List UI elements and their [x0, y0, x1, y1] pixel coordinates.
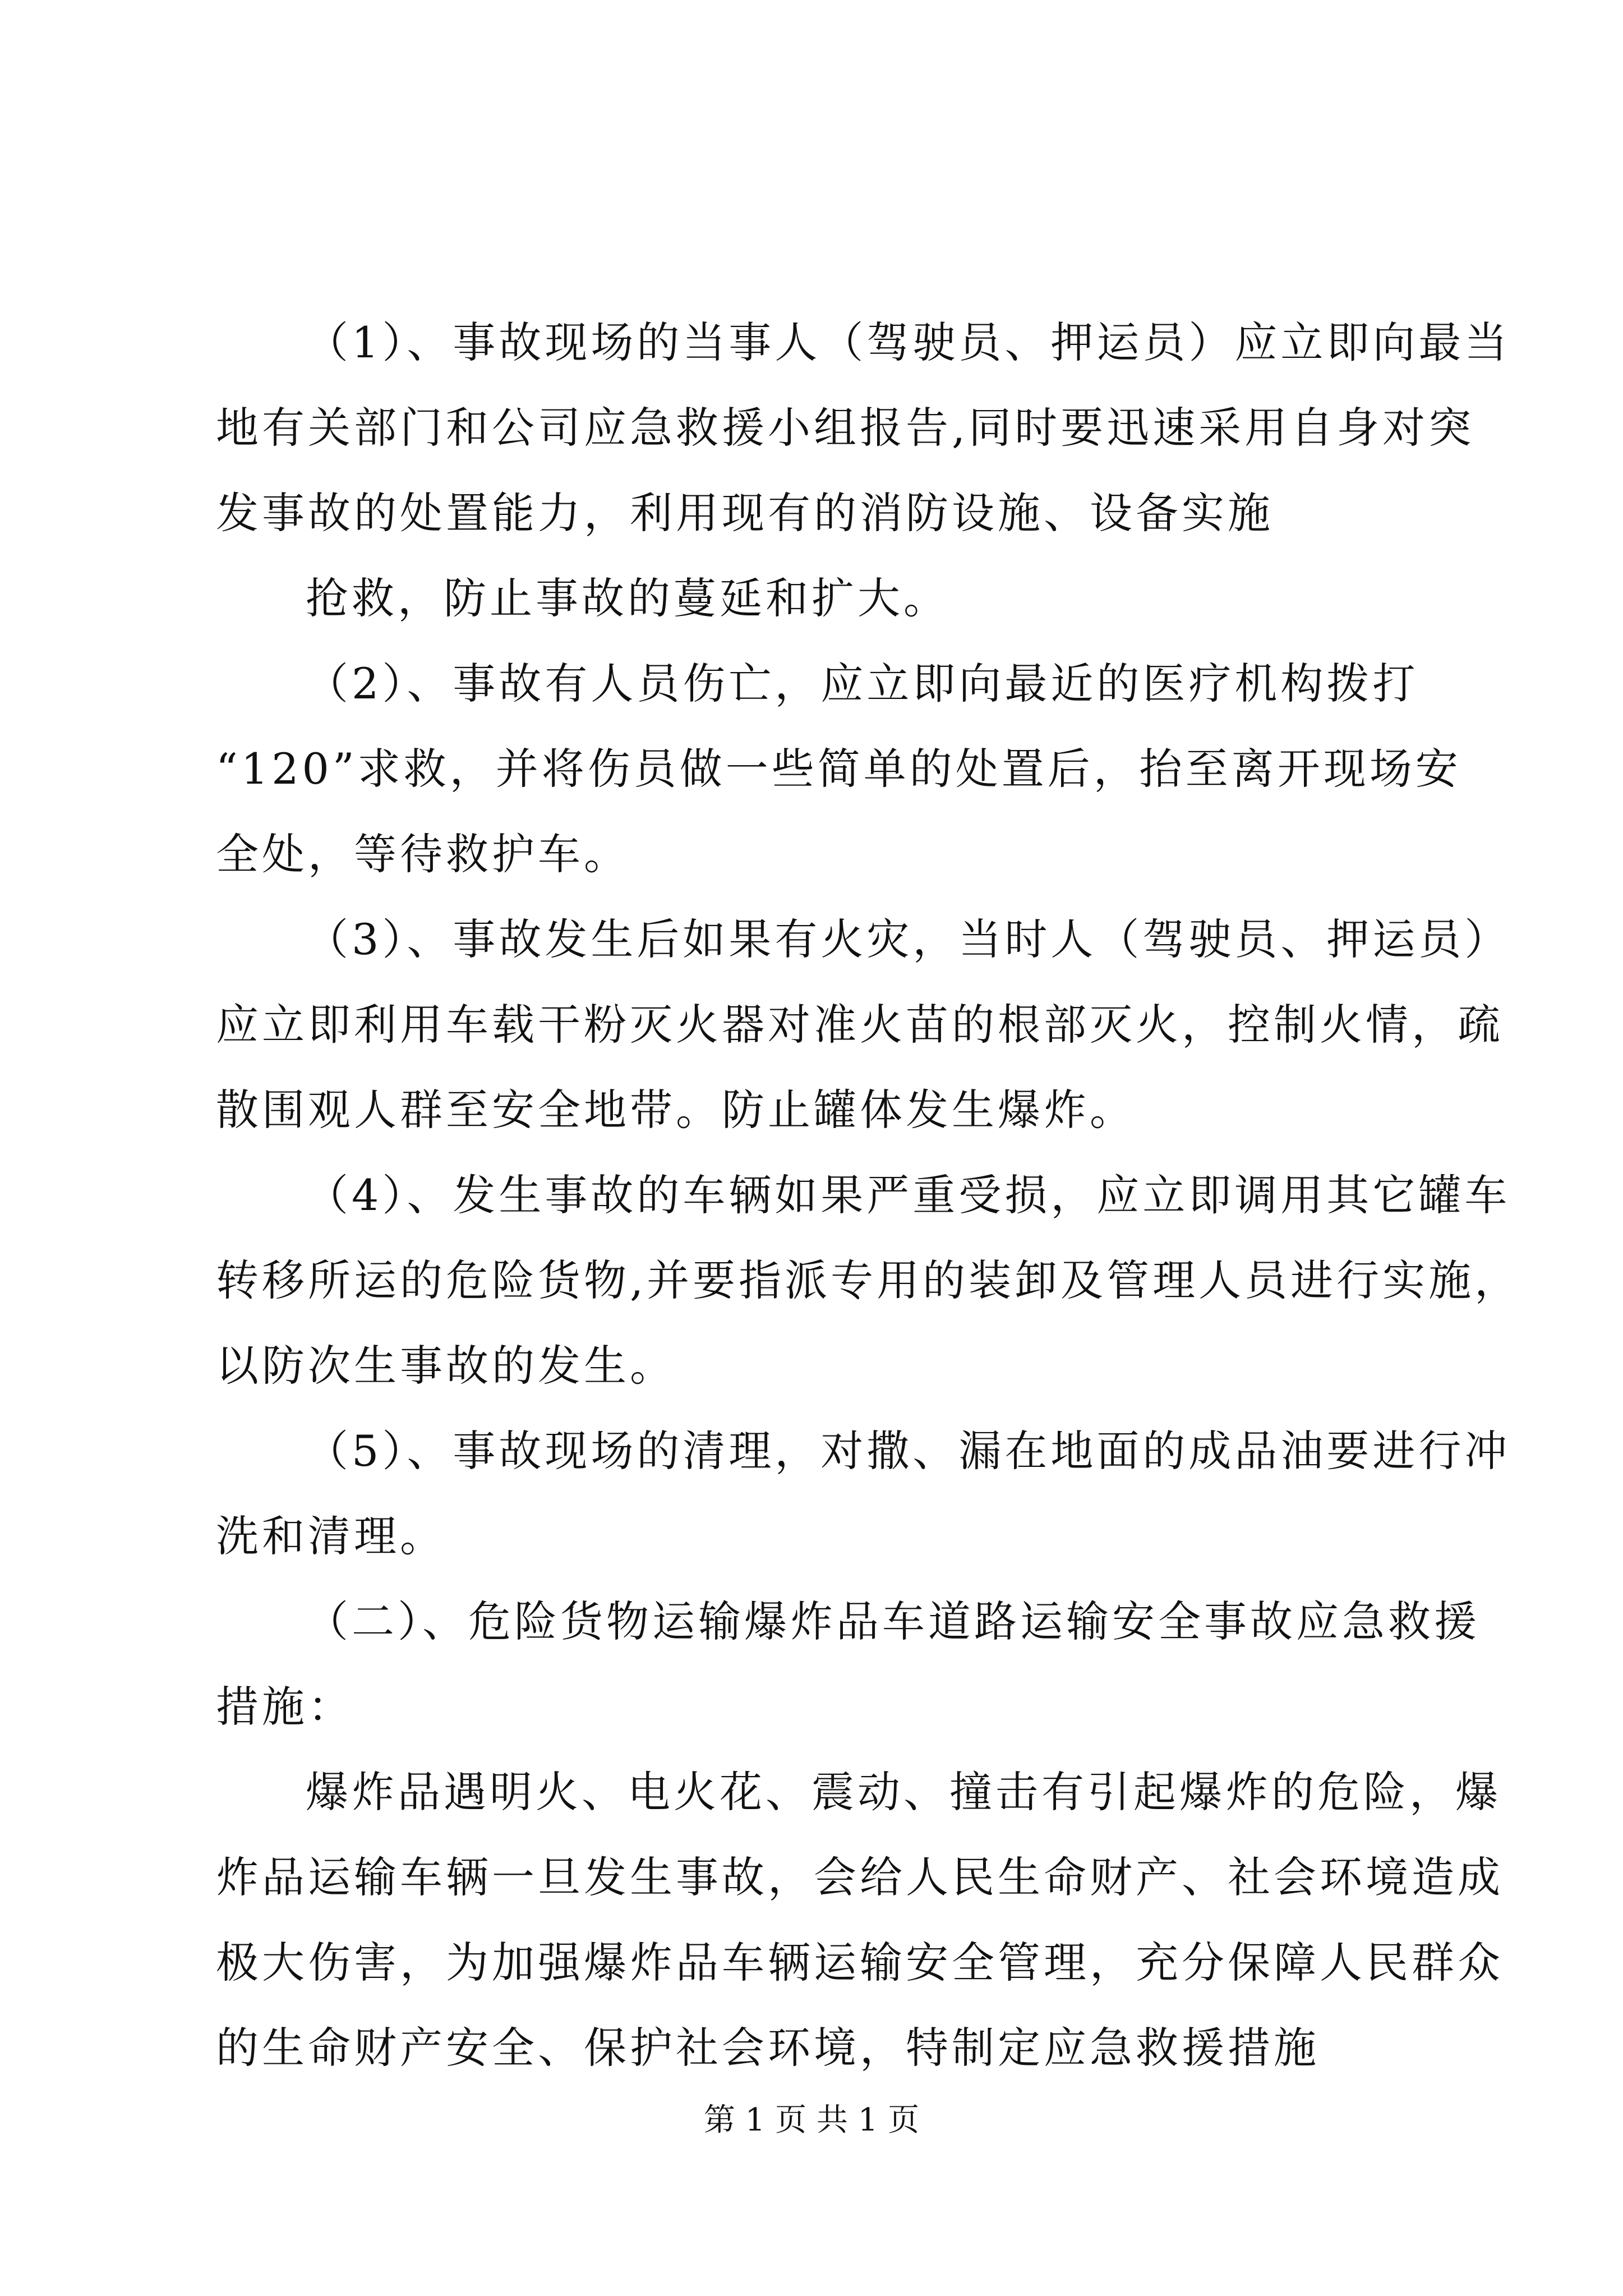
paragraph-line: （5）、事故现场的清理，对撒、漏在地面的成品油要进行冲 — [306, 1426, 1511, 1476]
paragraph-line: 极大伤害，为加强爆炸品车辆运输安全管理，充分保障人民群众 — [216, 1938, 1504, 1987]
paragraph-line: （3）、事故发生后如果有火灾，当时人（驾驶员、押运员） — [306, 914, 1511, 964]
paragraph-line: 炸品运输车辆一旦发生事故，会给人民生命财产、社会环境造成 — [216, 1852, 1504, 1902]
paragraph-line: 发事故的处置能力，利用现有的消防设施、设备实施 — [216, 488, 1274, 538]
document-body — [216, 300, 1521, 2091]
paragraph-line: 全处，等待救护车。 — [216, 829, 630, 879]
paragraph-line: “120”求救，并将伤员做一些简单的处置后，抬至离开现场安 — [216, 744, 1461, 794]
paragraph-line: 应立即利用车载干粉灭火器对准火苗的根部灭火，控制火情，疏 — [216, 1000, 1504, 1050]
paragraph-line: 爆炸品遇明火、电火花、震动、撞击有引起爆炸的危险，爆 — [306, 1767, 1501, 1817]
paragraph-line: （1）、事故现场的当事人（驾驶员、押运员）应立即向最当 — [306, 318, 1511, 367]
paragraph-line: 转移所运的危险货物,并要指派专用的装卸及管理人员进行实施， — [216, 1255, 1521, 1305]
paragraph-line: （4）、发生事故的车辆如果严重受损，应立即调用其它罐车 — [306, 1170, 1511, 1220]
paragraph-line: 抢救，防止事故的蔓延和扩大。 — [306, 573, 949, 623]
paragraph-line: 洗和清理。 — [216, 1511, 446, 1561]
page-footer: 第 1 页 共 1 页 — [703, 2102, 920, 2138]
paragraph-line: 的生命财产安全、保护社会环境，特制定应急救援措施 — [216, 2023, 1320, 2073]
paragraph-line: 地有关部门和公司应急救援小组报告,同时要迅速采用自身对突 — [216, 403, 1475, 453]
section-heading-line: （二）、危险货物运输爆炸品车道路运输安全事故应急救援 — [306, 1596, 1480, 1646]
paragraph-line: （2）、事故有人员伤亡，应立即向最近的医疗机构拨打 — [306, 659, 1419, 708]
paragraph-line: 散围观人群至安全地带。防止罐体发生爆炸。 — [216, 1085, 1136, 1135]
section-heading-line: 措施： — [216, 1682, 354, 1732]
paragraph-line: 以防次生事故的发生。 — [216, 1341, 676, 1391]
